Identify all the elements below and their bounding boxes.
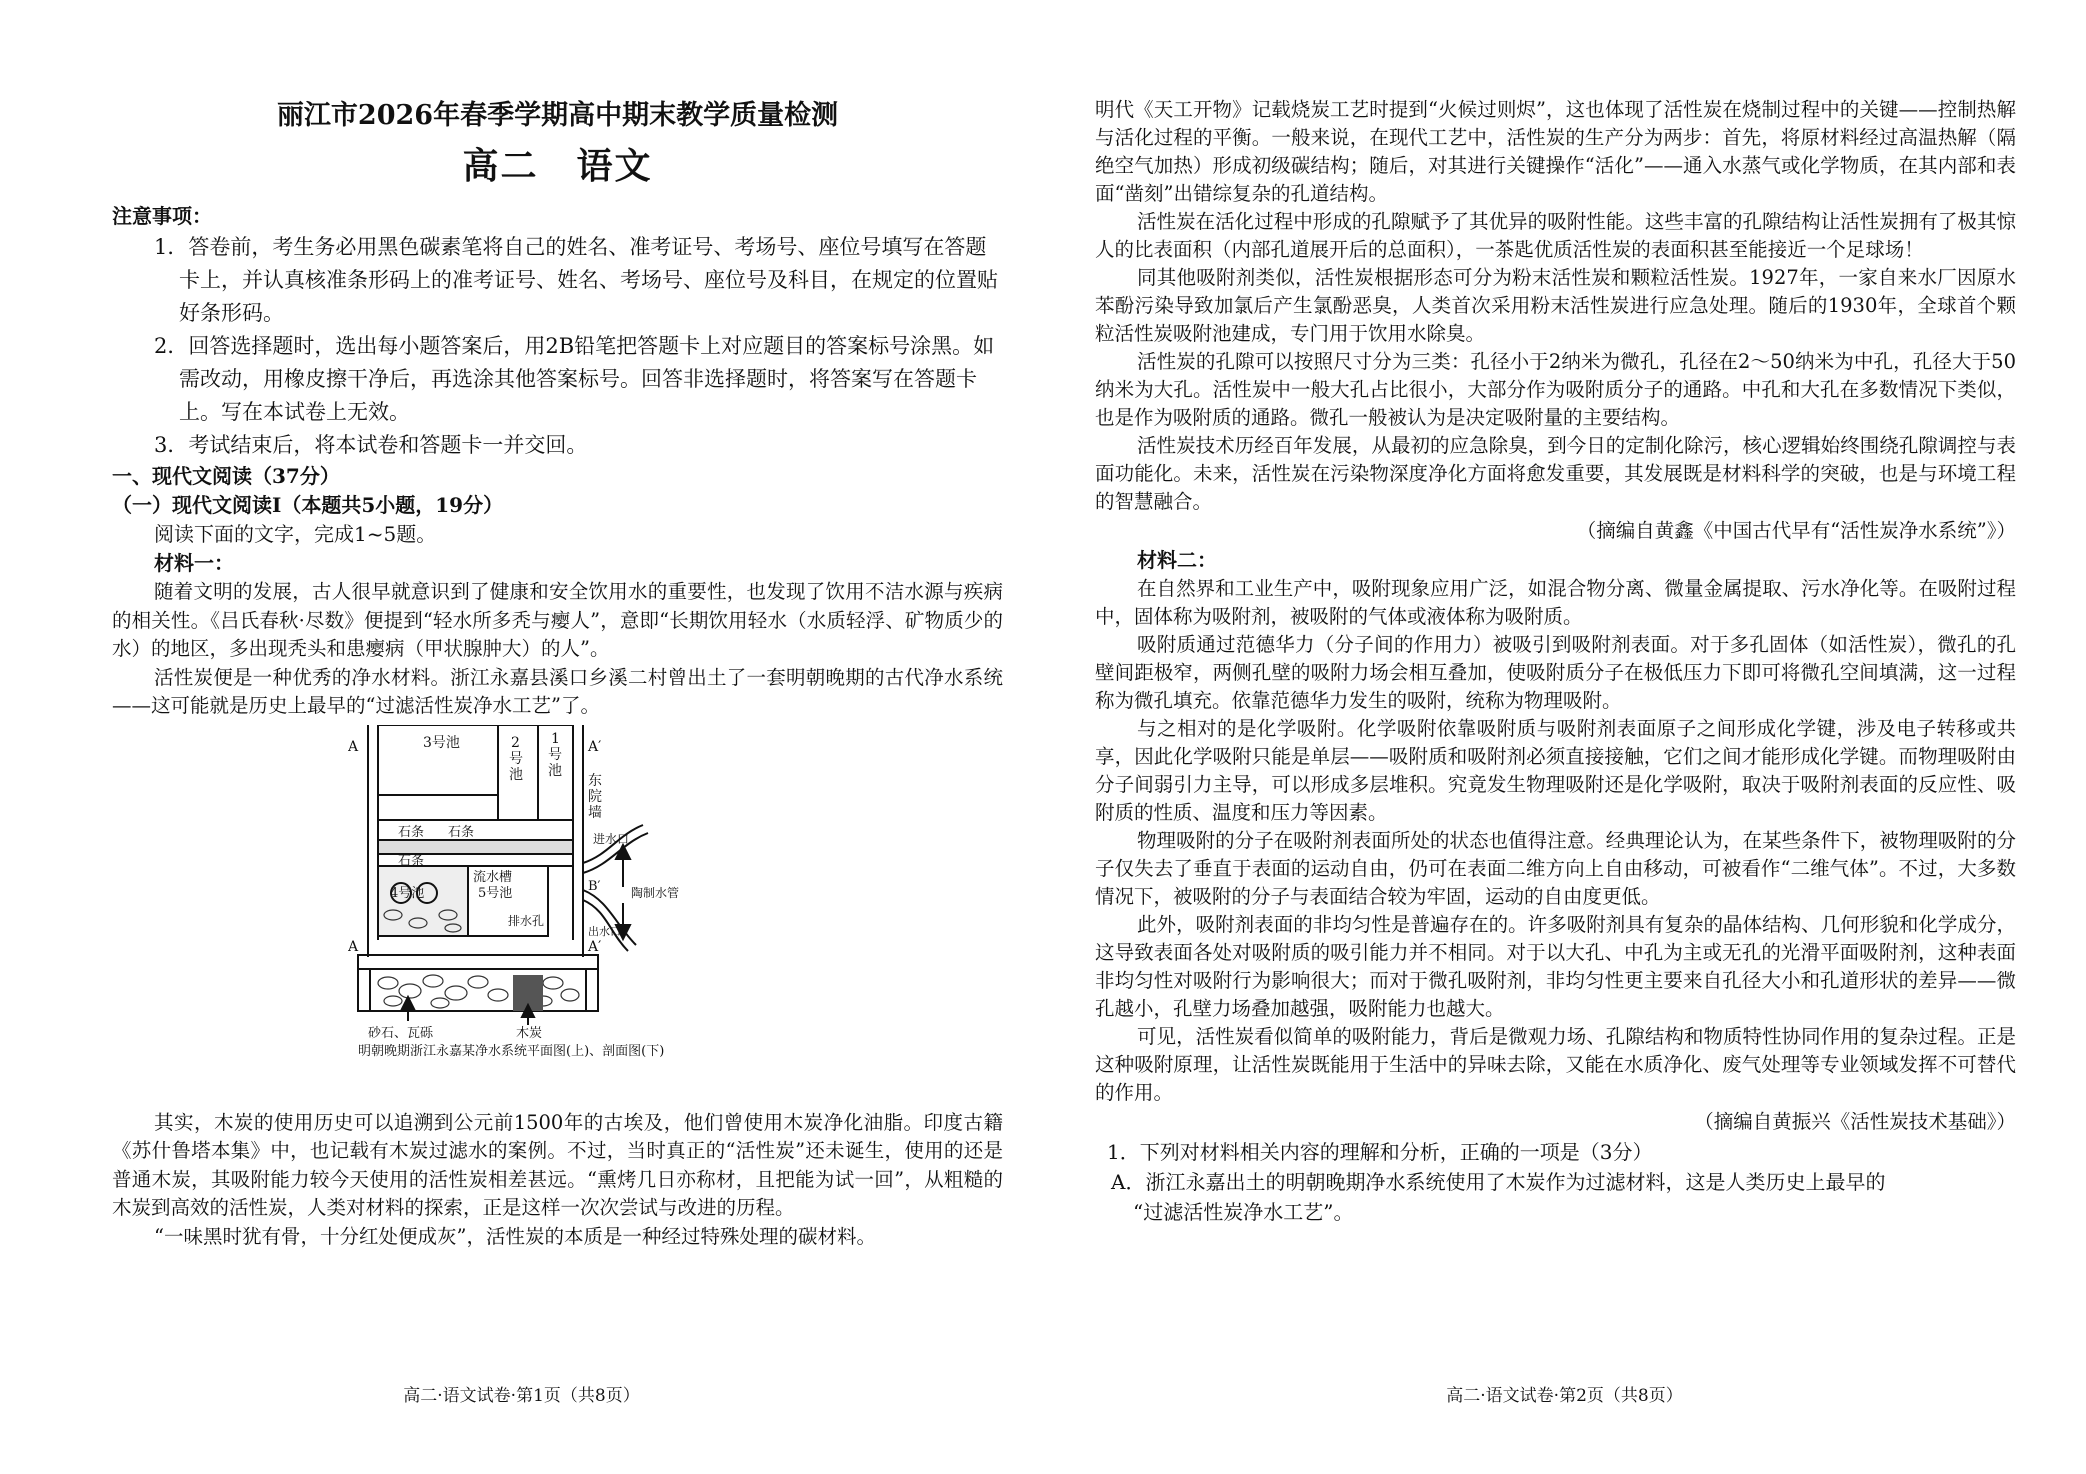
label-pool1-chi: 池 [547,762,562,779]
water-system-diagram [348,725,768,1109]
exam-title: 丽江市2026年春季学期高中期末教学质量检测 [276,100,839,131]
instruction: 阅读下面的文字，完成1~5题。 [154,522,437,546]
paragraph: 此外，吸附剂表面的非均匀性是普遍存在的。许多吸附剂具有复杂的晶体结构、几何形貌和化学成分，这导致表面各处对吸附质的吸引能力并不相同。对于以大孔、中孔为主或无孔的光滑平面吸附剂，这种表面非均匀性对吸附行为影响很大；而对于微孔吸附剂，非均匀性更主要来自孔径大小和孔道形状的差异——微孔越小，孔壁力场叠加越强，吸附能力也越大。 [1095,913,2016,1020]
page-2 [1043,0,2086,1474]
notice-item: 2．回答选择题时，选出每小题答案后，用2B铅笔把答题卡上对应题目的答案标号涂黑。如需改动，用橡皮擦干净后，再选涂其他答案标号。回答非选择题时，将答案写在答题卡上。写在本试卷上无效。 [154,334,995,424]
paragraph: 活性炭便是一种优秀的净水材料。浙江永嘉县溪口乡溪二村曾出土了一套明朝晚期的古代净水系统——这可能就是历史上最早的“过滤活性炭净水工艺”了。 [112,665,1003,717]
label-pool2-chi: 池 [508,766,523,783]
paragraph: 同其他吸附剂类似，活性炭根据形态可分为粉末活性炭和颗粒活性炭。1927年，一家自来水厂因原水苯酚污染导致加氯后产生氯酚恶臭，人类首次采用粉末活性炭进行应急处理。随后的1930年，全球首个颗粒活性炭吸附池建成，专门用于饮用水除臭。 [1095,266,2016,345]
paragraph: 物理吸附的分子在吸附剂表面所处的状态也值得注意。经典理论认为，在某些条件下，被物理吸附的分子仅失去了垂直于表面的运动自由，仍可在表面二维方向上自由移动，可被看作“二维气体”。不过，大多数情况下，被吸附的分子与表面结合较为牢固，运动的自由度更低。 [1095,829,2016,908]
label-a-bottom: A [347,938,358,955]
label-stone-bar: 石条 [397,853,424,869]
question-1: 1．下列对材料相关内容的理解和分析，正确的一项是（3分） [1107,1140,1653,1164]
source-citation: （摘编自黄鑫《中国古代早有“活性炭净水系统”》） [1576,519,2016,542]
subsection-heading: （一）现代文阅读Ⅰ（本题共5小题，19分） [112,493,504,517]
label-a-prime-top: A′ [587,738,601,755]
label-east-wall: 东 [587,772,602,789]
label-pipe: 陶制水管 [630,885,679,900]
label-channel: 流水槽 [472,869,512,885]
label-drain: 排水孔 [507,913,544,928]
material-1-label: 材料一： [154,551,234,575]
label-a-top: A [347,738,358,755]
label-pool2-hao: 号 [508,750,523,767]
label-east-wall-3: 墙 [587,804,602,821]
label-east-wall-2: 院 [587,788,602,805]
label-charcoal: 木炭 [515,1025,542,1041]
option-a: A．浙江永嘉出土的明朝晚期净水系统使用了木炭作为过滤材料，这是人类历史上最早的 [1111,1170,1886,1194]
label-inlet: 进水口 [592,831,629,846]
page-footer: 高二·语文试卷·第1页（共8页） [403,1386,640,1406]
label-pool1: 1 [550,730,560,747]
paragraph: 随着文明的发展，古人很早就意识到了健康和安全饮用水的重要性，也发现了饮用不洁水源与疾病的相关性。《吕氏春秋·尽数》便提到“轻水所多秃与瘿人”，意即“长期饮用轻水（水质轻浮、矿物质少的水）的地区，多出现秃头和患瘿病（甲状腺肿大）的人”。 [112,580,1003,660]
label-pool5: 5号池 [477,885,512,901]
label-a-prime-bottom: A′ [587,938,601,955]
source-citation: （摘编自黄振兴《活性炭技术基础》） [1694,1110,2016,1133]
label-gravel: 砂石、瓦砾 [367,1025,433,1041]
paragraph: 明代《天工开物》记载烧炭工艺时提到“火候过则烬”，这也体现了活性炭在烧制过程中的关键——控制热解与活化过程的平衡。一般来说，在现代工艺中，活性炭的生产分为两步：首先，将原材料经过高温热解（隔绝空气加热）形成初级碳结构；随后，对其进行关键操作“活化”——通入水蒸气或化学物质，在其内部和表面“凿刻”出错综复杂的孔道结构。 [1095,98,2016,205]
label-pool1-hao: 号 [547,746,562,763]
label-pool4: 4号池 [389,885,424,901]
paragraph: 其实，木炭的使用历史可以追溯到公元前1500年的古埃及，他们曾使用木炭净化油脂。印度古籍《苏什鲁塔本集》中，也记载有木炭过滤水的案例。不过，当时真正的“活性炭”还未诞生，使用的还是普通木炭，其吸附能力较今天使用的活性炭相差甚远。“熏烤几日亦称材，且把能为试一回”，从粗糙的木炭到高效的活性炭，人类对材料的探索，正是这样一次次尝试与改进的历程。 [112,1110,1003,1219]
paragraph: 与之相对的是化学吸附。化学吸附依靠吸附质与吸附剂表面原子之间形成化学键，涉及电子转移或共享，因此化学吸附只能是单层——吸附质和吸附剂必须直接接触，它们之间才能形成化学键。而物理吸附由分子间弱引力主导，可以形成多层堆积。究竟发生物理吸附还是化学吸附，取决于吸附剂表面的反应性、吸附质的性质、温度和压力等因素。 [1095,717,2016,824]
label-stone-bar: 石条 [447,824,474,840]
figure-caption: 明朝晚期浙江永嘉某净水系统平面图(上)、剖面图(下) [357,1043,664,1059]
exam-subtitle: 高二 语文 [462,145,653,187]
label-stone-bar: 石条 [397,824,424,840]
paragraph: 在自然界和工业生产中，吸附现象应用广泛，如混合物分离、微量金属提取、污水净化等。在吸附过程中，固体称为吸附剂，被吸附的气体或液体称为吸附质。 [1095,577,2016,628]
notice-item: 1．答卷前，考生务必用黑色碳素笔将自己的姓名、准考证号、考场号、座位号填写在答题卡上，并认真核准条形码上的准考证号、姓名、考场号、座位号及科目，在规定的位置贴好条形码。 [154,235,998,325]
label-pool3: 3号池 [422,734,460,751]
paragraph: “一味黑时犹有骨，十分红处便成灰”，活性炭的本质是一种经过特殊处理的碳材料。 [154,1224,876,1248]
material-2-label: 材料二： [1137,548,1217,572]
paragraph: 可见，活性炭看似简单的吸附能力，背后是微观力场、孔隙结构和物质特性协同作用的复杂过程。正是这种吸附原理，让活性炭既能用于生活中的异味去除，又能在水质净化、废气处理等专业领域发挥不可替代的作用。 [1095,1025,2016,1104]
label-outlet: 出水口 [587,924,621,938]
label-pool2: 2 [510,734,520,751]
paragraph: 活性炭在活化过程中形成的孔隙赋予了其优异的吸附性能。这些丰富的孔隙结构让活性炭拥有了极其惊人的比表面积（内部孔道展开后的总面积），一茶匙优质活性炭的表面积甚至能接近一个足球场！ [1095,210,2016,261]
notice-item: 3．考试结束后，将本试卷和答题卡一并交回。 [154,433,588,457]
page-footer: 高二·语文试卷·第2页（共8页） [1446,1386,1683,1406]
paragraph: 活性炭技术历经百年发展，从最初的应急除臭，到今日的定制化除污，核心逻辑始终围绕孔隙调控与表面功能化。未来，活性炭在污染物深度净化方面将愈发重要，其发展既是材料科学的突破，也是与环境工程的智慧融合。 [1095,434,2016,513]
paragraph: 活性炭的孔隙可以按照尺寸分为三类：孔径小于2纳米为微孔，孔径在2～50纳米为中孔，孔径大于50纳米为大孔。活性炭中一般大孔占比很小，大部分作为吸附质分子的通路。中孔和大孔在多数情况下类似，也是作为吸附质的通路。微孔一般被认为是决定吸附量的主要结构。 [1095,350,2016,429]
paragraph: 吸附质通过范德华力（分子间的作用力）被吸引到吸附剂表面。对于多孔固体（如活性炭），微孔的孔壁间距极窄，两侧孔壁的吸附力场会相互叠加，使吸附质分子在极低压力下即可将微孔空间填满，这一过程称为微孔填充。依靠范德华力发生的吸附，统称为物理吸附。 [1095,633,2016,712]
label-b-prime: B′ [587,878,601,894]
water-system-figure [112,725,1003,1109]
notice-heading: 注意事项： [112,204,212,228]
section-heading: 一、现代文阅读（37分） [112,464,340,488]
option-a-cont: “过滤活性炭净水工艺”。 [1133,1200,1354,1224]
